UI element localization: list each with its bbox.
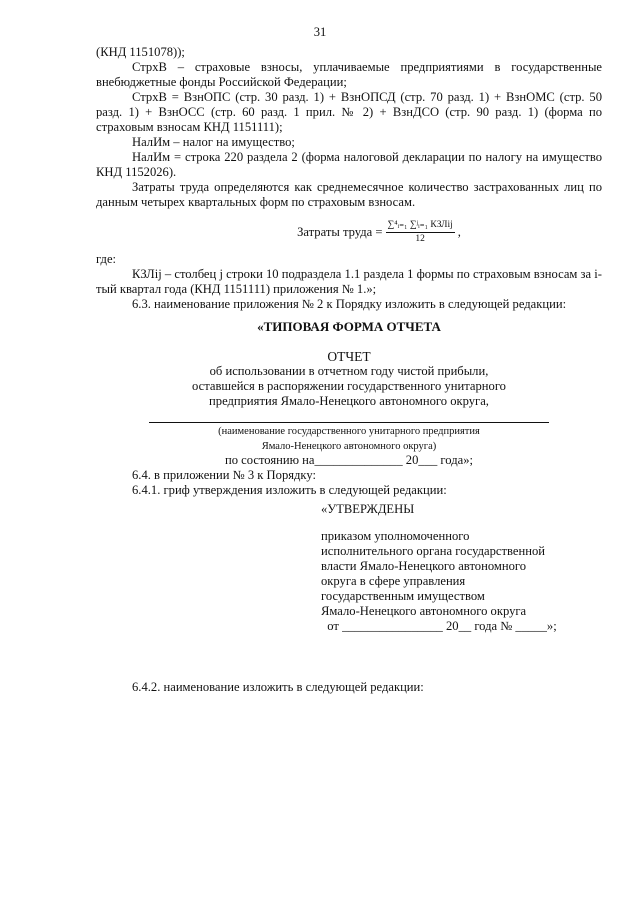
section-6-4-1-line: 6.4.1. гриф утверждения изложить в следующей редакции: (132, 483, 447, 497)
paragraph-where: где: (96, 252, 117, 266)
formula-left: Затраты труда = (297, 225, 383, 239)
approval-line: приказом уполномоченного (321, 529, 470, 543)
approval-line: Ямало-Ненецкого автономного округа (321, 604, 527, 618)
report-line-3: предприятия Ямало-Ненецкого автономного округа, (209, 394, 489, 408)
paragraph-6-3: 6.3. наименование приложения № 2 к Порядку изложить в следующей редакции: (132, 297, 567, 311)
approval-line: власти Ямало-Ненецкого автономного (321, 559, 527, 573)
paragraph-kzl-definition: КЗЛij – столбец j строки 10 подраздела 1.1 раздела 1 формы по страховым взносам за i-тый квартал года (КНД 1151111) приложения № 1.»; (96, 267, 602, 296)
approval-title: «УТВЕРЖДЕНЫ (321, 502, 415, 516)
enterprise-note-line-1: (наименование государственного унитарного предприятия (218, 426, 480, 437)
formula-numerator: ∑⁴ᵢ₌₁ ∑ʲᵢ₌₁ КЗЛij (386, 220, 455, 233)
as-of-date-line: по состоянию на______________ 20___ года»; (224, 453, 474, 467)
approval-line: исполнительного органа государственной (321, 544, 545, 558)
document-body (96, 45, 602, 695)
approval-line: государственным имуществом (321, 589, 485, 603)
approval-date-line: от ________________ 20__ года № _____»; (321, 619, 557, 633)
spacer (96, 634, 602, 680)
approval-stamp-block (321, 502, 603, 634)
paragraph-labor-costs: Затраты труда определяются как среднемесячное количество застрахованных лиц по данным четырех квартальных форм по страховым взносам. (96, 180, 602, 209)
approval-line: округа в сфере управления (321, 574, 466, 588)
section-6-4-2-line: 6.4.2. наименование изложить в следующей редакции: (132, 680, 424, 694)
paragraph-nalim-formula: НалИм = строка 220 раздела 2 (форма налоговой декларации по налогу на имущество КНД 1152026). (96, 150, 602, 179)
formula-fraction (386, 220, 455, 245)
report-heading: ОТЧЕТ (327, 349, 371, 364)
formula-denominator: 12 (415, 234, 425, 244)
paragraph-nalim-definition: НалИм – налог на имущество; (132, 135, 295, 149)
paragraph-strhv-formula: СтрхВ = ВзнОПС (стр. 30 разд. 1) + ВзнОПСД (стр. 70 разд. 1) + ВзнОМС (стр. 50 разд. 1) + ВзнОСС (стр. 60 разд. 1 прил. № 2) + ВзнДСО (стр. 90 разд. 1) (форма по страховым взносам КНД 1151111); (96, 90, 602, 134)
report-line-1: об использовании в отчетном году чистой прибыли, (209, 364, 489, 378)
form-title: «ТИПОВАЯ ФОРМА ОТЧЕТА (257, 319, 441, 334)
paragraph-strhv-definition: СтрхВ – страховые взносы, уплачиваемые предприятиями в государственные внебюджетные фонды Российской Федерации; (96, 60, 602, 89)
formula-trailing: , (457, 225, 461, 239)
page-number: 31 (313, 25, 327, 39)
paragraph-knd-close: (КНД 1151078)); (96, 45, 185, 59)
labor-costs-formula (96, 220, 602, 245)
report-line-2: оставшейся в распоряжении государственного унитарного (192, 379, 506, 393)
enterprise-note-line-2: Ямало-Ненецкого автономного округа) (261, 441, 437, 452)
enterprise-name-blank (149, 421, 549, 423)
section-6-4-line: 6.4. в приложении № 3 к Порядку: (132, 468, 317, 482)
